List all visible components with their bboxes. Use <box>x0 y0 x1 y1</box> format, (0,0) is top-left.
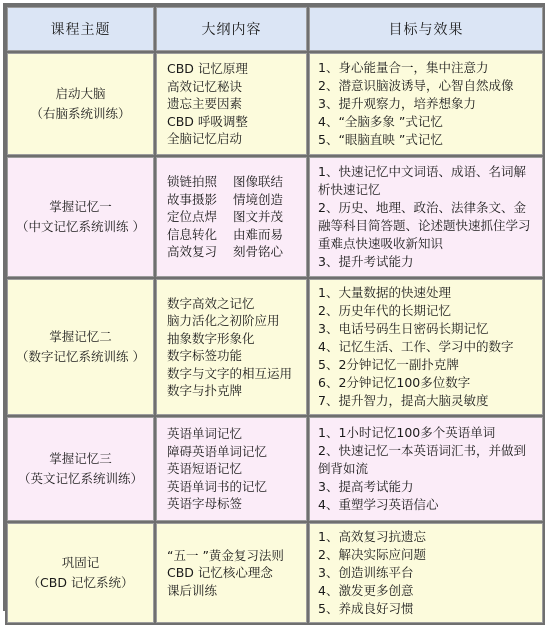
outline-item: 图像联结 <box>233 174 284 190</box>
outline-item: 脑力活化之初阶应用 <box>167 313 280 328</box>
outline-item: 障碍英语单词记忆 <box>167 443 268 459</box>
goals-cell <box>309 53 543 155</box>
topic-subtitle: （右脑系统训练） <box>30 106 131 121</box>
outline-pair <box>167 208 300 226</box>
table-row <box>7 157 543 277</box>
outline-item: 刻骨铭心 <box>233 244 284 260</box>
outline-item: 锁链拍照 <box>167 174 218 190</box>
outline-item: CBD 呼吸调整 <box>167 113 248 129</box>
topic-subtitle: （数字记忆系统训练 ） <box>16 349 145 364</box>
topic-title: 巩固记 <box>61 555 100 570</box>
topic-cell <box>7 523 154 623</box>
outline-item: 全脑记忆启动 <box>167 131 243 147</box>
goal-item: 3、提升观察力，培养想象力 <box>318 96 476 111</box>
goal-item: 2、历史、地理、政治、法律条文、金融等科目简答题、论述题快速抓住学习重难点快速吸收新知识 <box>318 200 531 251</box>
goal-item: 4、记忆生活、工作、学习中的数字 <box>318 339 514 354</box>
header-outline: 大纲内容 <box>156 7 307 51</box>
goal-item: 3、提升考试能力 <box>318 254 414 269</box>
outline-pair <box>167 243 300 261</box>
table-row <box>7 417 543 521</box>
course-table <box>5 5 545 625</box>
goal-item: 2、历史年代的长期记忆 <box>318 303 451 318</box>
outline-item: CBD 记忆原理 <box>167 61 248 77</box>
table-row <box>7 523 543 623</box>
outline-item: CBD 记忆核心理念 <box>167 565 273 581</box>
goals-cell <box>309 417 543 521</box>
outline-item: 课后训练 <box>167 582 218 598</box>
outline-item: 遗忘主要因素 <box>167 96 243 112</box>
outline-item: “五一 ”黄金复习法则 <box>167 547 284 563</box>
table-row <box>7 279 543 415</box>
outline-pair <box>167 173 300 191</box>
topic-title: 掌握记忆二 <box>49 329 112 344</box>
outline-pair <box>167 226 300 244</box>
outline-item: 英语字母标签 <box>167 496 243 512</box>
goal-item: 5、“眼脑直映 ”式记忆 <box>318 132 443 147</box>
goal-item: 5、2分钟记忆一副扑克牌 <box>318 357 459 372</box>
outline-item: 图文并茂 <box>233 209 284 225</box>
outline-item: 英语短语记忆 <box>167 461 243 477</box>
outline-item: 数字高效之记忆 <box>167 295 255 311</box>
goal-item: 4、激发更多创意 <box>318 583 414 598</box>
course-table-frame <box>3 3 545 616</box>
outline-item: 英语单词记忆 <box>167 426 243 442</box>
goals-cell <box>309 523 543 623</box>
topic-subtitle: （CBD 记忆系统） <box>27 575 134 590</box>
goal-item: 2、潜意识脑波诱导，心智自然成像 <box>318 78 514 93</box>
goal-item: 2、快速记忆一本英语词汇书，并做到倒背如流 <box>318 443 526 476</box>
outline-item: 数字标签功能 <box>167 348 243 363</box>
goals-cell <box>309 279 543 415</box>
topic-subtitle: （英文记忆系统训练） <box>17 471 143 486</box>
goal-item: 1、身心能量合一，集中注意力 <box>318 60 489 75</box>
outline-cell <box>156 53 307 155</box>
goal-item: 3、创造训练平台 <box>318 565 414 580</box>
goal-item: 6、2分钟记忆100多位数字 <box>318 375 471 390</box>
outline-item: 情境创造 <box>233 191 284 207</box>
goal-item: 5、养成良好习惯 <box>318 601 414 616</box>
topic-title: 掌握记忆三 <box>49 451 112 466</box>
goal-item: 1、快速记忆中文词语、成语、名词解析快速记忆 <box>318 164 526 197</box>
goal-item: 1、1小时记忆100多个英语单词 <box>318 425 496 440</box>
goal-item: 3、提高考试能力 <box>318 479 414 494</box>
topic-cell <box>7 53 154 155</box>
outline-item: 定位点焊 <box>167 209 218 225</box>
header-row <box>7 7 543 51</box>
topic-title: 启动大脑 <box>55 86 106 101</box>
outline-item: 故事摄影 <box>167 191 218 207</box>
outline-item: 数字与文字的相互运用 <box>167 365 293 381</box>
outline-item: 抽象数字形象化 <box>167 330 255 346</box>
topic-cell <box>7 279 154 415</box>
outline-cell <box>156 523 307 623</box>
table-row <box>7 53 543 155</box>
topic-cell <box>7 417 154 521</box>
outline-cell <box>156 417 307 521</box>
topic-subtitle: （中文记忆系统训练 ） <box>16 219 145 234</box>
goals-cell <box>309 157 543 277</box>
outline-item: 信息转化 <box>167 226 218 242</box>
goal-item: 1、大量数据的快速处理 <box>318 285 451 300</box>
goal-item: 2、解决实际应问题 <box>318 547 426 562</box>
goal-item: 7、提升智力，提高大脑灵敏度 <box>318 393 489 408</box>
topic-cell <box>7 157 154 277</box>
outline-item: 英语单词书的记忆 <box>167 478 268 494</box>
outline-item: 由难而易 <box>233 226 284 242</box>
outline-item: 高效记忆秘诀 <box>167 78 243 94</box>
outline-cell <box>156 279 307 415</box>
outline-pair <box>167 191 300 209</box>
outline-item: 数字与扑克牌 <box>167 383 243 398</box>
outline-item: 高效复习 <box>167 244 218 260</box>
header-goals: 目标与效果 <box>309 7 543 51</box>
goal-item: 4、重塑学习英语信心 <box>318 497 439 512</box>
outline-cell <box>156 157 307 277</box>
goal-item: 3、电话号码生日密码长期记忆 <box>318 321 489 336</box>
goal-item: 1、高效复习抗遗忘 <box>318 529 426 544</box>
topic-title: 掌握记忆一 <box>49 199 112 214</box>
goal-item: 4、“全脑多象 ”式记忆 <box>318 114 443 129</box>
header-topic: 课程主题 <box>7 7 154 51</box>
